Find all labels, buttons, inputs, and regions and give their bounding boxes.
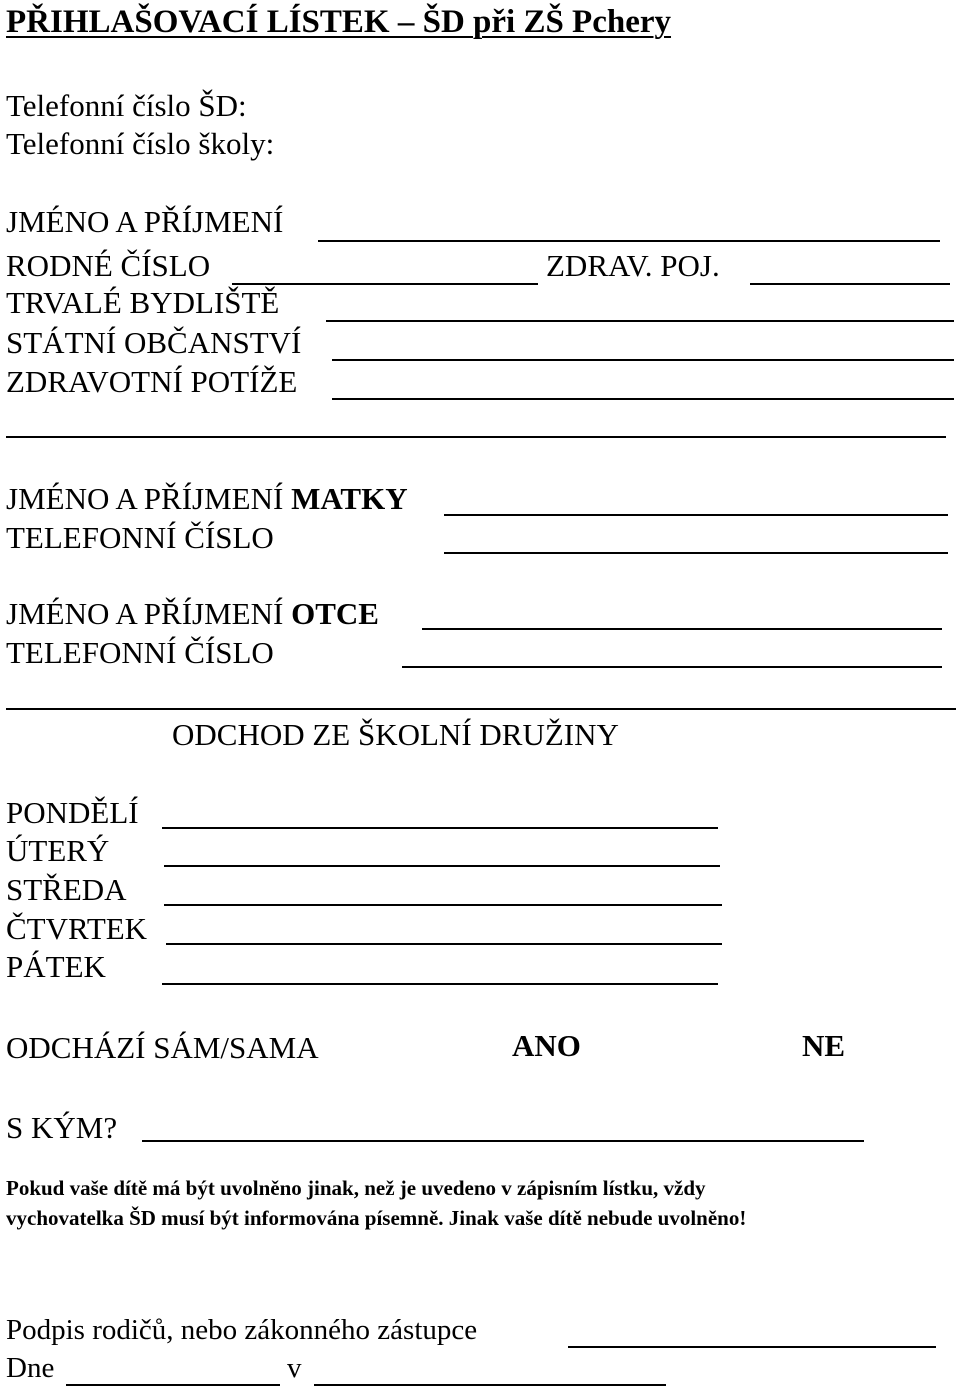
day-tuesday-label: ÚTERÝ — [6, 833, 110, 868]
departure-heading: ODCHOD ZE ŠKOLNÍ DRUŽINY — [172, 717, 619, 752]
citizenship-field[interactable] — [332, 359, 954, 361]
father-phone-label: TELEFONNÍ ČÍSLO — [6, 635, 274, 670]
day-monday-label: PONDĚLÍ — [6, 795, 139, 830]
with-whom-field[interactable] — [142, 1140, 864, 1142]
answer-no[interactable]: NE — [802, 1028, 846, 1063]
mother-name-field[interactable] — [444, 514, 948, 516]
leaves-alone-label: ODCHÁZÍ SÁM/SAMA — [6, 1030, 319, 1065]
signature-field[interactable] — [568, 1346, 936, 1348]
phone-sd-label: Telefonní číslo ŠD: — [6, 88, 247, 123]
father-phone-field[interactable] — [402, 666, 942, 668]
date-field[interactable] — [66, 1384, 280, 1386]
day-wednesday-field[interactable] — [164, 904, 722, 906]
health-field[interactable] — [332, 398, 954, 400]
page-title: PŘIHLAŠOVACÍ LÍSTEK – ŠD při ZŠ Pchery — [6, 4, 672, 40]
section-divider — [6, 708, 956, 710]
address-label: TRVALÉ BYDLIŠTĚ — [6, 285, 280, 320]
day-friday-label: PÁTEK — [6, 949, 106, 984]
citizenship-label: STÁTNÍ OBČANSTVÍ — [6, 325, 302, 360]
day-friday-field[interactable] — [162, 983, 718, 985]
day-wednesday-label: STŘEDA — [6, 872, 127, 907]
day-thursday-label: ČTVRTEK — [6, 911, 148, 946]
notice-line-2: vychovatelka ŠD musí být informována písemně. Jinak vaše dítě nebude uvolněno! — [6, 1206, 747, 1230]
father-name-label: JMÉNO A PŘÍJMENÍ OTCE — [6, 596, 379, 631]
mother-phone-label: TELEFONNÍ ČÍSLO — [6, 520, 274, 555]
signature-label: Podpis rodičů, nebo zákonného zástupce — [6, 1314, 478, 1346]
day-tuesday-field[interactable] — [164, 865, 720, 867]
health-field-continued[interactable] — [6, 436, 946, 438]
address-field[interactable] — [326, 320, 954, 322]
insurance-label: ZDRAV. POJ. — [546, 248, 720, 283]
child-name-field[interactable] — [318, 240, 940, 242]
phone-school-label: Telefonní číslo školy: — [6, 126, 275, 161]
day-thursday-field[interactable] — [166, 943, 722, 945]
with-whom-label: S KÝM? — [6, 1110, 118, 1145]
notice-line-1: Pokud vaše dítě má být uvolněno jinak, než je uvedeno v zápisním lístku, vždy — [6, 1176, 706, 1200]
mother-name-label: JMÉNO A PŘÍJMENÍ MATKY — [6, 481, 408, 516]
date-label: Dne — [6, 1352, 55, 1384]
place-label: v — [287, 1352, 302, 1384]
day-monday-field[interactable] — [162, 827, 718, 829]
birth-number-label: RODNÉ ČÍSLO — [6, 248, 211, 283]
place-field[interactable] — [314, 1384, 666, 1386]
health-label: ZDRAVOTNÍ POTÍŽE — [6, 364, 298, 399]
insurance-field[interactable] — [750, 283, 950, 285]
child-name-label: JMÉNO A PŘÍJMENÍ — [6, 204, 284, 239]
answer-yes[interactable]: ANO — [512, 1028, 581, 1063]
father-name-field[interactable] — [422, 628, 942, 630]
mother-phone-field[interactable] — [444, 552, 948, 554]
